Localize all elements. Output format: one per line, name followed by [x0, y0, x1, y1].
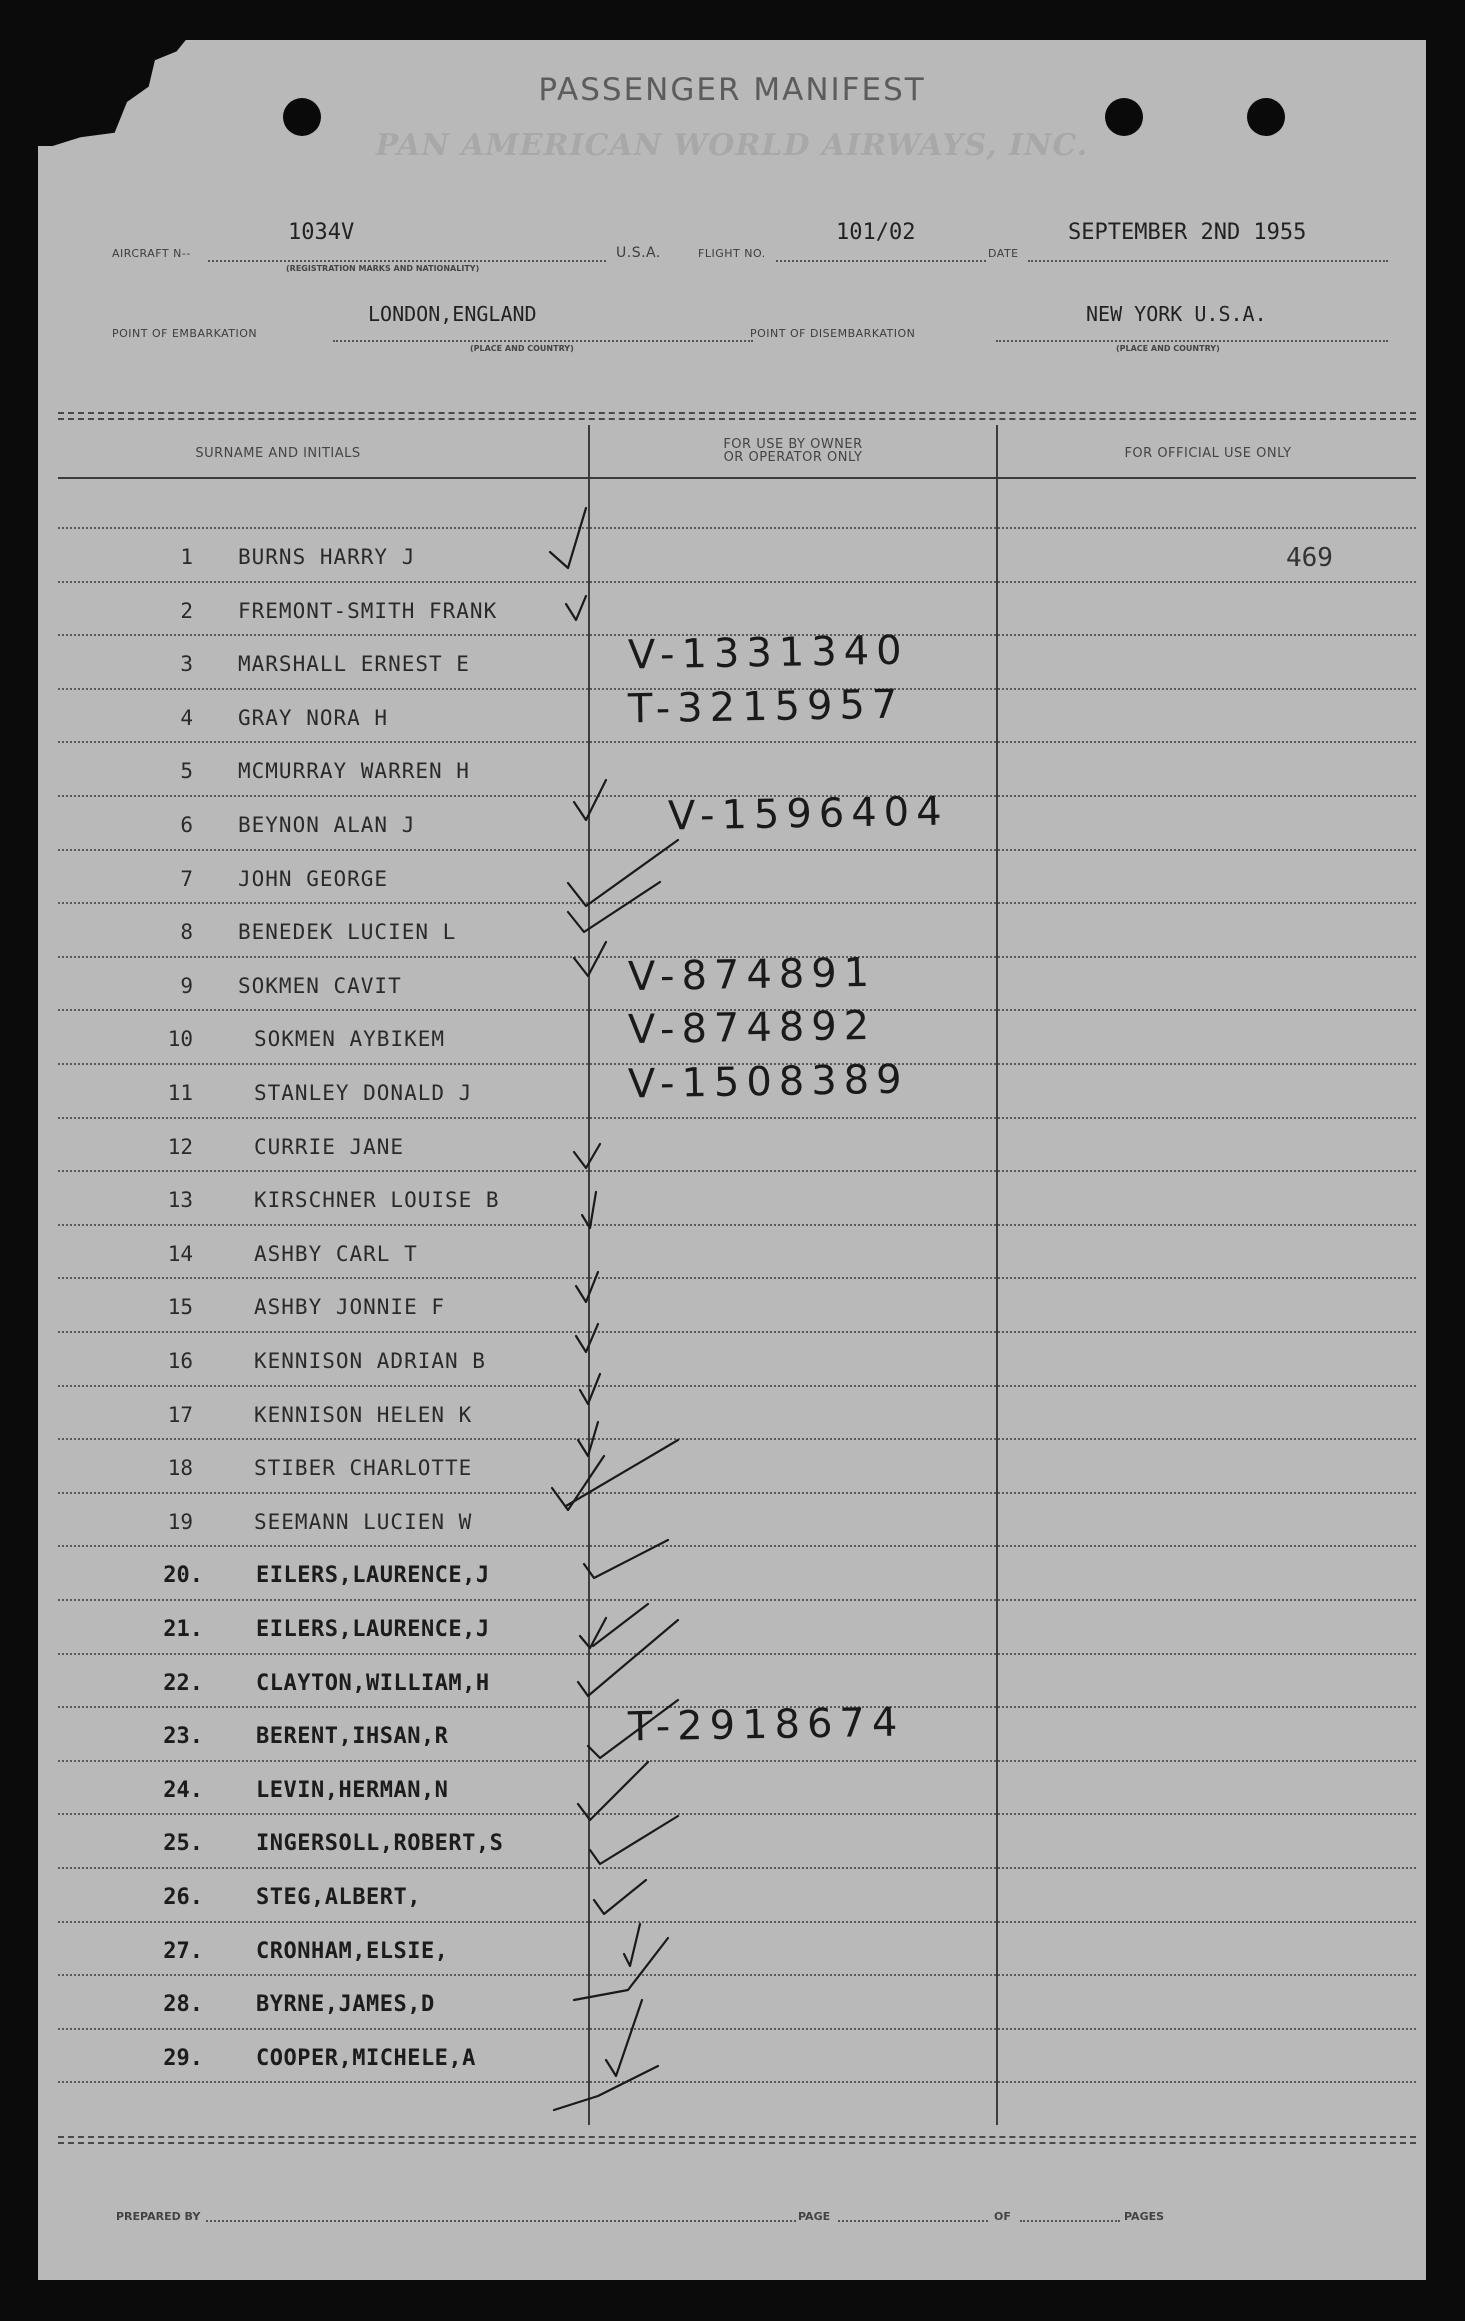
passenger-number: 14 [167, 1242, 193, 1266]
passenger-number: 6 [180, 813, 193, 837]
passenger-name: CRONHAM,ELSIE, [256, 1939, 449, 1964]
passenger-number: 19 [167, 1510, 193, 1534]
passenger-name: KIRSCHNER LOUISE B [254, 1188, 500, 1212]
manifest-document [38, 40, 1426, 2280]
page-underline [838, 2220, 988, 2222]
checkmark-5 [574, 780, 606, 820]
checkmark-28 [606, 2000, 642, 2076]
passenger-name: SEEMANN LUCIEN W [254, 1510, 473, 1534]
passenger-number: 18 [167, 1456, 193, 1480]
handwritten-document-number: V-874891 [627, 949, 877, 1001]
passenger-number: 15 [167, 1295, 193, 1319]
passenger-number: 8 [180, 920, 193, 944]
passenger-number: 22. [163, 1671, 203, 1696]
checkmark-29 [554, 2066, 658, 2110]
passenger-number: 11 [167, 1081, 193, 1105]
checkmark-15 [576, 1324, 598, 1352]
passenger-number: 5 [180, 759, 193, 783]
date-value: SEPTEMBER 2ND 1955 [1068, 220, 1307, 245]
passenger-name: INGERSOLL,ROBERT,S [256, 1831, 504, 1856]
airline-name: PAN AMERICAN WORLD AIRWAYS, INC. [375, 128, 1089, 163]
date-label: DATE [988, 247, 1019, 260]
passenger-name: FREMONT-SMITH FRANK [238, 599, 498, 623]
checkmark-13 [582, 1192, 596, 1228]
checkmark-23 [578, 1762, 648, 1820]
aircraft-value: 1034V [288, 220, 355, 245]
checkmark-14 [576, 1272, 598, 1302]
handwritten-document-number: T-2918674 [627, 1699, 905, 1751]
column-header-surname: SURNAME AND INITIALS [195, 446, 361, 461]
passenger-name: BYRNE,JAMES,D [256, 1992, 435, 2017]
checkmark-22 [588, 1700, 678, 1758]
pages-label: PAGES [1124, 2210, 1165, 2223]
table-bottom-rule-2 [58, 2142, 1416, 2144]
passenger-number: 2 [180, 599, 193, 623]
passenger-name: KENNISON ADRIAN B [254, 1349, 486, 1373]
checkmark-16 [580, 1374, 600, 1404]
passenger-number: 20. [163, 1563, 203, 1588]
checkmark-24 [590, 1816, 678, 1864]
passenger-name: CURRIE JANE [254, 1135, 405, 1159]
passenger-number: 26. [163, 1885, 203, 1910]
handwritten-document-number: V-1596404 [667, 788, 949, 840]
checkmark-26 [624, 1924, 640, 1966]
checkmark-18-tick [552, 1456, 604, 1510]
passenger-name: BURNS HARRY J [238, 545, 416, 569]
handwritten-document-number: V-874892 [627, 1002, 877, 1054]
passenger-name: KENNISON HELEN K [254, 1403, 473, 1427]
passenger-name: STANLEY DONALD J [254, 1081, 473, 1105]
passenger-name: GRAY NORA H [238, 706, 389, 730]
checkmark-20 [580, 1604, 648, 1648]
passenger-number: 16 [167, 1349, 193, 1373]
checkmark-8 [574, 942, 606, 976]
passenger-number: 4 [180, 706, 193, 730]
disembarkation-value: NEW YORK U.S.A. [1086, 302, 1267, 326]
passenger-name: ASHBY CARL T [254, 1242, 418, 1266]
disembarkation-label: POINT OF DISEMBARKATION [750, 327, 916, 340]
passenger-number: 21. [163, 1617, 203, 1642]
passenger-name: MARSHALL ERNEST E [238, 652, 470, 676]
passenger-name: EILERS,LAURENCE,J [256, 1563, 490, 1588]
page-label: PAGE [798, 2210, 831, 2223]
passenger-name: BEYNON ALAN J [238, 813, 416, 837]
column-header-official: FOR OFFICIAL USE ONLY [1124, 446, 1292, 461]
passenger-number: 28. [163, 1992, 203, 2017]
passenger-number: 17 [167, 1403, 193, 1427]
official-note: 469 [1286, 543, 1333, 573]
handwritten-checkmarks [38, 40, 1426, 2280]
aircraft-label: AIRCRAFT N-- [112, 247, 191, 260]
embarkation-label: POINT OF EMBARKATION [112, 327, 258, 340]
usa-label: U.S.A. [616, 245, 661, 261]
passenger-name: LEVIN,HERMAN,N [256, 1778, 449, 1803]
passenger-name: STIBER CHARLOTTE [254, 1456, 473, 1480]
passenger-number: 27. [163, 1939, 203, 1964]
passenger-name: JOHN GEORGE [238, 867, 389, 891]
passenger-name: ASHBY JONNIE F [254, 1295, 446, 1319]
checkmark-27 [574, 1938, 668, 2000]
passenger-name: BERENT,IHSAN,R [256, 1724, 449, 1749]
passenger-number: 7 [180, 867, 193, 891]
passenger-name: BENEDEK LUCIEN L [238, 920, 457, 944]
checkmark-7 [568, 882, 660, 932]
passenger-name: EILERS,LAURENCE,J [256, 1617, 490, 1642]
passenger-name: COOPER,MICHELE,A [256, 2046, 476, 2071]
prepared-by-underline [206, 2220, 796, 2222]
passenger-number: 24. [163, 1778, 203, 1803]
checkmark-18-line [566, 1440, 678, 1506]
passenger-number: 12 [167, 1135, 193, 1159]
checkmark-17 [578, 1422, 598, 1456]
flight-label: FLIGHT NO. [698, 247, 766, 260]
passenger-name: MCMURRAY WARREN H [238, 759, 470, 783]
passenger-number: 3 [180, 652, 193, 676]
of-label: OF [994, 2210, 1011, 2223]
checkmark-6 [568, 840, 678, 906]
aircraft-sublabel: (REGISTRATION MARKS AND NATIONALITY) [286, 264, 480, 273]
passenger-number: 1 [180, 545, 193, 569]
manifest-title: PASSENGER MANIFEST [538, 72, 926, 108]
of-underline [1020, 2220, 1120, 2222]
checkmark-1 [550, 508, 586, 568]
passenger-number: 29. [163, 2046, 203, 2071]
checkmark-25 [594, 1880, 646, 1914]
passenger-number: 23. [163, 1724, 203, 1749]
table-bottom-rule-1 [58, 2136, 1416, 2138]
handwritten-document-number: V-1508389 [627, 1056, 909, 1108]
checkmark-12 [574, 1144, 600, 1168]
disembarkation-sublabel: (PLACE AND COUNTRY) [1116, 344, 1220, 353]
passenger-number: 9 [180, 974, 193, 998]
prepared-by-label: PREPARED BY [116, 2210, 201, 2223]
checkmark-19 [584, 1540, 668, 1578]
passenger-number: 25. [163, 1831, 203, 1856]
handwritten-document-number: T-3215957 [627, 681, 905, 733]
embarkation-value: LONDON,ENGLAND [368, 302, 537, 326]
checkmark-2 [566, 596, 586, 620]
passenger-name: SOKMEN CAVIT [238, 974, 402, 998]
flight-value: 101/02 [836, 220, 916, 245]
passenger-name: SOKMEN AYBIKEM [254, 1027, 446, 1051]
checkmark-21 [578, 1620, 678, 1696]
passenger-number: 13 [167, 1188, 193, 1212]
column-header-owner-1: FOR USE BY OWNER [723, 437, 863, 452]
passenger-name: STEG,ALBERT, [256, 1885, 421, 1910]
embarkation-sublabel: (PLACE AND COUNTRY) [470, 344, 574, 353]
passenger-number: 10 [167, 1027, 193, 1051]
column-header-owner-2: OR OPERATOR ONLY [723, 450, 863, 465]
passenger-name: CLAYTON,WILLIAM,H [256, 1671, 490, 1696]
handwritten-document-number: V-1331340 [627, 627, 909, 679]
